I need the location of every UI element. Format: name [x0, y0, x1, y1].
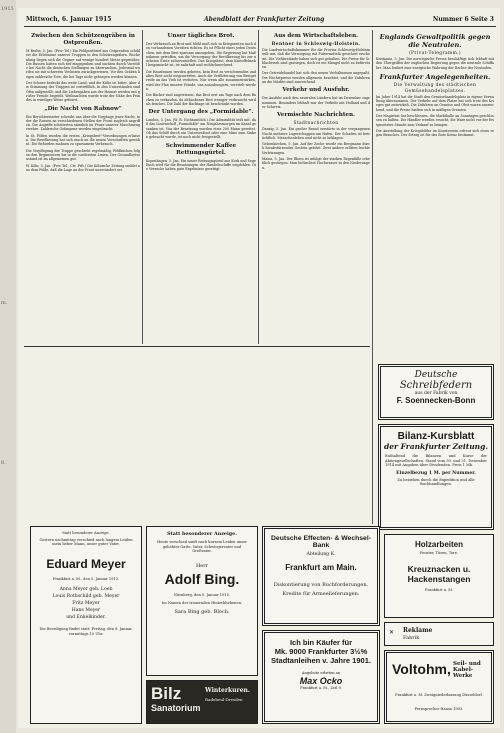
article-text: Die Landwirtschaftskammer für die Provinz Schleswig-Holstein teilt mit, daß die Versorgung mit Futtermitteln gesichert erscheint. Die Viehbestände haben sich gut gehalten. Die Preise für Schlachtvieh sind gestiegen, doch ist ein Mangel nicht zu befürchten. [262, 48, 370, 70]
ad-holzarbeiten [384, 534, 494, 618]
article-text: Die Ausfuhr nach den neutralen Ländern hat im Dezember zugenommen. Besonders lebhaft war der Verkehr mit Holland und der Schweiz. [262, 96, 370, 109]
ad-line: Deutsche [414, 370, 458, 380]
ad-death-notice-bing [146, 526, 258, 676]
article-text: Die Hausfrauen werden gebeten, kein Brot zu verschwenden und altes Brot nicht wegzuwerfen. Auch die Verfütterung von Brotgetreide an das Vieh ist verboten. Nur wenn alle zusammenwirken, wird der Plan unserer Feinde, uns auszuhungern, vereitelt werden. [146, 69, 256, 91]
ad-line: Statt besonderer Anzeige. [167, 531, 237, 537]
ad-line: Fernsprecher Hansa 1903. [414, 707, 464, 711]
ad-line: Schreibfedern [399, 380, 473, 391]
ad-line: Gestern nachmittag verschied nach langem Leiden mein lieber Mann, unser guter Vater. [39, 537, 133, 547]
ad-line: Holzarbeiten [414, 540, 463, 549]
article-text: Der Schnee bedeckt das weite Land, und die Kälte ist bitter. Aber die Stimmung der Truppen ist vortrefflich. In den Unterständen sind Öfen aufgestellt, und die Liebesgaben aus der Heimat werden mit großer Freude begrüßt. Weihnachten wurde trotz der Nähe des Feindes in würdiger Weise gefeiert. [26, 81, 140, 103]
article-subheading: Stadtnachrichten [293, 121, 339, 127]
ad-line: Zu beziehen durch die Expedition und alle Buchhandlungen. [397, 477, 475, 487]
ad-max-ocko [262, 630, 380, 724]
ad-line: und Enkelkinder. [66, 615, 106, 621]
ad-death-notice-meyer [30, 526, 142, 724]
ad-line: Kabel-Werke [453, 667, 474, 679]
column-rule [372, 30, 373, 524]
ad-line: Frankfurt a. M. [424, 587, 454, 592]
article-heading: Verkehr und Ausfuhr. [282, 87, 350, 94]
article-text: Gelsenkirchen, 5. Jan. Auf der Zeche wurde ein Bergmann durch herabstürzendes Gestein getötet. Zwei andere erlitten leichte Verletzungen. [262, 142, 370, 155]
column-2 [146, 30, 256, 344]
ad-line: Radebeul-Dresden [205, 697, 243, 702]
article-text: Der Getreidehandel hat sich den neuen Verhältnissen angepaßt. Die Höchstpreise werden allgemein beachtet, und die Zufuhren an die Märkte sind ausreichend. [262, 71, 370, 85]
ad-line: Im Namen der trauernden Hinterbliebenen: [161, 601, 243, 606]
article-subheading: (Privat-Telegramm.) [408, 51, 462, 56]
ad-line: Voltohm, [392, 661, 451, 677]
ad-line: Max Ocko [299, 675, 343, 686]
ad-line: Abteilung K. [306, 552, 336, 557]
ad-line: Fenster, Türen, Tore. [419, 551, 459, 555]
margin-label: m. [1, 300, 8, 306]
ad-line: Louis Rothschild geb. Meyer [52, 594, 120, 600]
ad-line: Kredite für Armeelieferungen. [282, 591, 360, 597]
ad-line: Mk. 9000 Frankfurter 3½% [274, 647, 368, 656]
ad-line: Nürnberg, den 5. Januar 1915. [173, 592, 231, 597]
article-text: Kristiania, 5. Jan. Die norwegische Presse beschäftigt sich lebhaft mit den Übergriffen der englischen Regierung gegen die neutrale Schiffahrt. Man fordert eine energische Wahrung der Rechte der Neutralen. [376, 57, 494, 70]
ad-line: Diskontierung von Buchforderungen. [273, 582, 369, 588]
column-4 [376, 30, 494, 360]
article-text: Die Verpflegung der Truppe geschieht regelmäßig. Feldküchen folgen den Regimentern bis in die vordersten Linien. Der Gesundheitszustand ist im allgemeinen gut. [26, 148, 140, 162]
article-text: Danzig, 5. Jan. Ein großer Brand zerstörte in der vergangenen Nacht mehrere Lagerschuppen am Hafen. Der Schaden ist beträchtlich. Menschenleben sind nicht zu beklagen. [262, 127, 370, 140]
ad-line: Ich bin Käufer für [289, 638, 353, 647]
ad-line: Bilz [151, 684, 182, 703]
ad-line: Die Beerdigung findet statt: Freitag, den 8. Januar, vormittags 10 Uhr. [39, 627, 133, 636]
ad-line: Enthaltend die Bilanzen und Kurse der Aktiengesellschaften. Stand vom 30. und 31. Dezember 1914 mit Angaben über Dividenden. Preis 1 Mk. [385, 454, 487, 468]
ad-line: Bilanz-Kursblatt [397, 431, 475, 442]
ad-line: Fabrik [403, 635, 420, 641]
article-text: Die Bäcker sind angewiesen, das Brot erst am Tage nach dem Backen zu verkaufen, da altbackenes Brot weniger verbraucht wird als frisches. Die Zahl der Backtage ist beschränkt worden. [146, 93, 256, 106]
ad-reklame-strip [384, 622, 494, 646]
ad-line: Hans Meyer [71, 608, 101, 614]
article-subheading: Bentner in Schleswig-Holstein. [271, 42, 361, 47]
ad-line: Einzelbezug 1 M. per Nummer. [396, 470, 476, 476]
article-heading: Der Untergang des „Formidable". [148, 109, 254, 116]
ad-line: der Frankfurter Zeitung. [384, 442, 488, 451]
article-text: Kopenhagen, 5. Jan. Ein neuer Rettungsgürtel aus Kork und Segeltuch wird für die Besatzungen der Handelsschiffe empfohlen. Die Versuche haben gute Ergebnisse gezeitigt. [146, 158, 256, 172]
header-page-number: Nummer 6 Seite 3 [432, 16, 494, 23]
ad-line: Eduard Meyer [46, 556, 126, 571]
crossed-tools-icon: ✕ [389, 629, 395, 636]
ad-line: Winterkuren. [205, 687, 250, 694]
ad-line: Herr [195, 562, 209, 569]
article-text: Der Verbrauch an Brot und Mehl muß sich in Kriegszeiten nach den vorhandenen Vorräten richten. Es ist Pflicht eines jeden Deutschen, mit dem Brot sparsam umzugehen. Die Regierung hat Maßnahmen getroffen, um die Versorgung der Bevölkerung bis zur nächsten Ernte sicherzustellen. Das Kriegsbrot, dem Kartoffelmehl beigemischt ist, ist nahrhaft und wohlschmeckend. [146, 42, 256, 68]
article-subheading: Die Verwaltung des städtischen Gemüsehandelsplatzes. [393, 82, 477, 94]
ad-line: Frankfurt a. M. Zweigniederlassung Düsseldorf. [395, 693, 483, 697]
header-masthead: Abendblatt der Frankfurter Zeitung [204, 16, 325, 23]
article-text: Mainz, 5. Jan. Der Rhein ist infolge der starken Regenfälle erheblich gestiegen. Man befürchtet Hochwasser in den Niederungen. [262, 157, 370, 170]
column-rule [142, 30, 143, 344]
article-text: W. Köln, 5. Jan. (Priv.-Tel., Ctr. Frft.) Die Kölnische Zeitung meldet aus dem Felde, daß die Lage an der Front unverändert sei. [26, 163, 140, 172]
header-date: Mittwoch, 6. Januar 1915 [26, 16, 112, 23]
ad-line: Stadtanleihen v. Jahre 1901. [271, 656, 371, 665]
newspaper-page [18, 8, 500, 728]
article-heading: „Die Nacht von Rabnow" [44, 105, 122, 112]
article-heading: Frankfurter Angelegenheiten. [379, 72, 491, 81]
ad-line: Adolf Bing. [164, 570, 240, 587]
ad-line: Heute verschied sanft nach kurzem Leiden unser geliebter Gatte, Vater, Schwiegervater und Großvater. [157, 540, 247, 554]
ad-soennecken [378, 364, 494, 420]
ad-line: aus der Fabrik von [414, 391, 458, 396]
ad-bilanz-kursblatt [378, 424, 494, 530]
article-heading: Aus dem Wirtschaftsleben. [273, 33, 359, 39]
ad-line: Statt besonderer Anzeige. [62, 531, 110, 535]
article-heading: Vermischte Nachrichten. [276, 112, 355, 119]
ad-line: Seil- und [453, 661, 481, 667]
ad-line: Sanatorium [151, 703, 201, 713]
article-text: London, 5. Jan. (W. B. Nichtamtlich.) Die Admiralität teilt mit, daß das Linienschiff „Formidable" am Neujahrsmorgen im Kanal gesunken ist. Von der Besatzung wurden etwa 200 Mann gerettet. Ob das Schiff durch ein Unterseeboot oder eine Mine zum Sinken gebracht wurde, ist noch nicht festgestellt. [146, 118, 256, 140]
ad-line: Kreuznacken u. [407, 563, 471, 574]
column-rule [258, 30, 259, 344]
ad-line: Frankfurt a. M., den 5. Januar 1915. [52, 576, 120, 581]
article-heading: Unser tägliches Brot. [167, 33, 235, 39]
section-divider [24, 346, 370, 347]
article-text: Im Jahre 1914 hat die Stadt den Gemüsehandelsplatz in eigene Verwaltung übernommen. Der Verkehr auf dem Platze hat sich trotz des Krieges gut entwickelt. Die Zufuhren an Gemüse und Obst waren ausreichend, und die Preise hielten sich in mäßigen Grenzen. [376, 94, 494, 112]
article-text: Die Ausstellung der Kriegsbilder im Kunstverein erfreut sich eines regen Besuches. Der Ertrag ist für das Rote Kreuz bestimmt. [376, 128, 494, 138]
ad-line: Frankfurt am Main. [285, 563, 357, 572]
article-heading: Schwimmender Kaffee Rettungsgürtel. [165, 142, 237, 156]
ad-bilz-sanatorium [146, 680, 258, 724]
left-margin-strip [0, 0, 16, 733]
ad-line: Angebote erbeten an [301, 671, 341, 675]
ad-line: Anna Meyer geb. Loeb [59, 587, 113, 593]
column-1 [26, 30, 140, 344]
article-text: Ein Berichterstatter schreibt uns über die Vorgänge jener Nacht, in der die Russen an verschiedenen Stellen der Front zugleich angriffen. Die Angriffe scheiterten sämtlich im Feuer unserer Maschinengewehre. Zahlreiche Gefangene wurden eingebracht. [26, 114, 140, 132]
page-header [24, 12, 496, 27]
article-text: In St. Pölten wurden die ersten „Kriegsbrot"-Verordnungen erlassen. Die Bevölkerung hat sich rasch an die neuen Vorschriften gewöhnt. Die Behörden mahnen zu sparsamem Verbrauch. [26, 133, 140, 147]
ad-line: F. Soennecken-Bonn [396, 396, 476, 405]
ad-line: Reklame [403, 627, 433, 634]
article-text: M Berlin, 5. Jan. (Priv.-Tel.) Ein Feldpostbrief aus Ostpreußen schildert die Erlebnisse unserer Truppen in den Schützengräben. Wochenlang liegen sich die Gegner auf wenige hundert Meter gegenüber. Die Russen hatten sich tief eingegraben und suchten durch Vorstöße bei Nacht die deutschen Stellungen zu überraschen. Jedesmal wurden sie mit schweren Verlusten zurückgewiesen. Vor den Gräben liegen zahlreiche Tote, die bei Tage nicht geborgen werden können. [26, 49, 140, 79]
ad-line: Deutsche Effecten- & Wechsel-Bank [271, 535, 371, 549]
ad-voltohm [384, 650, 494, 724]
ad-line: Hackenstangen [407, 573, 471, 584]
article-text: Der Magistrat hat beschlossen, die Markthalle an Sonntagen geschlossen zu halten. Die Händler werden ersucht, die Ware nicht vor der festgesetzten Stunde zum Verkauf zu bringen. [376, 114, 494, 127]
margin-label: 1915 [1, 6, 14, 12]
column-3 [262, 30, 370, 344]
ad-line: Sara Bing geb. Bloch. [174, 608, 230, 615]
article-heading: Zwischen den Schützengräben in Ostpreußen. [31, 33, 135, 46]
ad-line: Frankfurt a. M., Zeil 9. [300, 685, 342, 690]
margin-label: 8. [1, 460, 6, 466]
article-heading: Englands Gewaltpolitik gegen die Neutralen. [379, 33, 491, 49]
ad-line: Fritz Meyer [72, 601, 100, 607]
ad-effecten-wechsel-bank [262, 526, 380, 626]
